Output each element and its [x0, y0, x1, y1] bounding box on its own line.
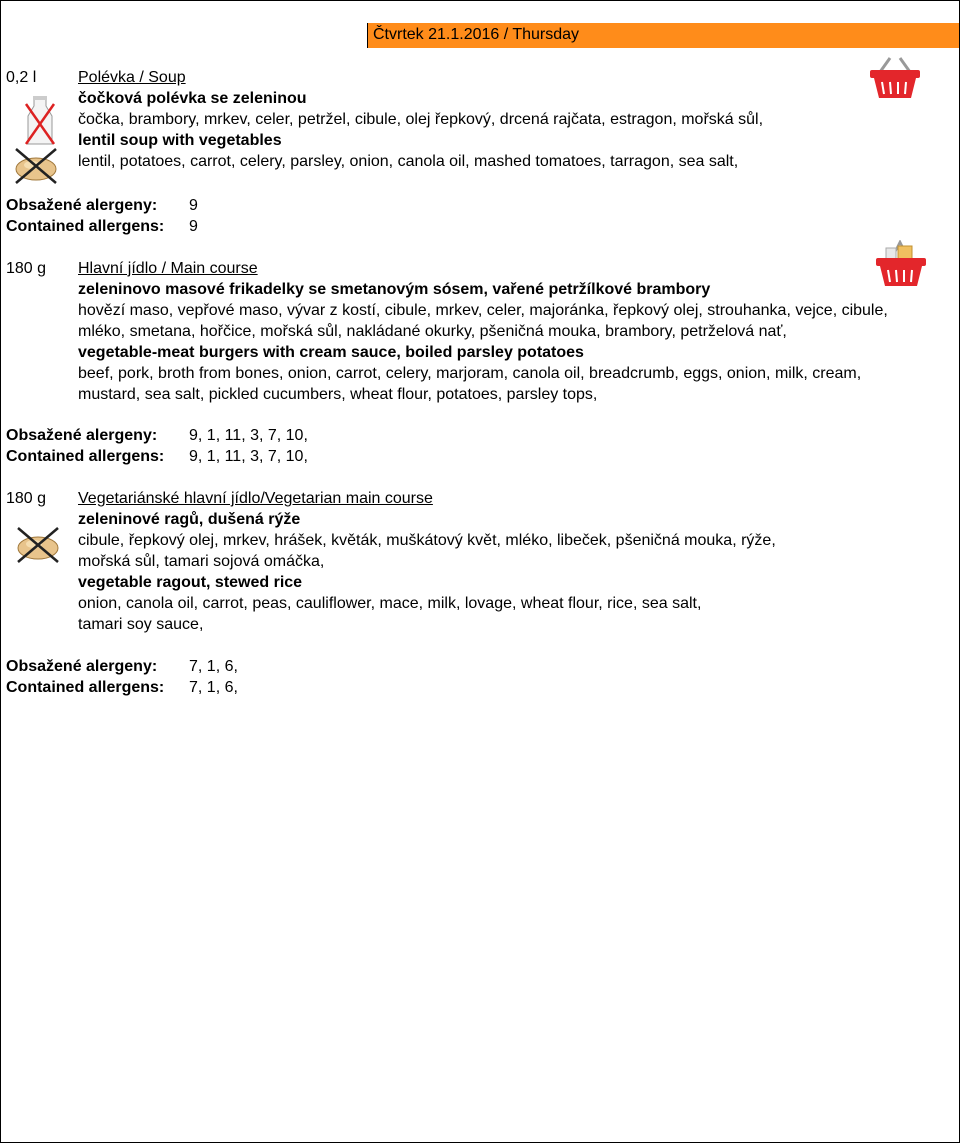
soup-allergens-cz-label: Obsažené alergeny: [6, 197, 158, 214]
main-ingredients-en-1: beef, pork, broth from bones, onion, carrot, celery, marjoram, canola oil, breadcrumb, eggs, onion, milk, cream, [78, 365, 862, 382]
veg-category: Vegetariánské hlavní jídlo/Vegetarian main course [78, 490, 433, 507]
main-allergens-cz-label: Obsažené alergeny: [6, 427, 158, 444]
soup-allergens-en-value: 9 [189, 218, 198, 235]
veg-allergens-cz-value: 7, 1, 6, [189, 658, 238, 675]
soup-ingredients-en: lentil, potatoes, carrot, celery, parsley, onion, canola oil, mashed tomatoes, tarragon, sea salt, [78, 153, 739, 170]
basket-icon[interactable] [866, 56, 924, 102]
main-quantity: 180 g [6, 260, 47, 277]
soup-name-cz: čočková polévka se zeleninou [78, 90, 307, 107]
main-ingredients-cz-2: mléko, smetana, hořčice, mořská sůl, nakládané okurky, pšeničná mouka, brambory, petrželová nať, [78, 323, 787, 340]
veg-ingredients-cz-1: cibule, řepkový olej, mrkev, hrášek, květák, muškátový květ, mléko, libeček, pšeničná mouka, rýže, [78, 532, 776, 549]
main-allergens-en-label: Contained allergens: [6, 448, 165, 465]
no-milk-icon [20, 96, 60, 148]
main-allergens-en-value: 9, 1, 11, 3, 7, 10, [189, 448, 308, 465]
soup-allergens-en-label: Contained allergens: [6, 218, 165, 235]
veg-allergens-cz-label: Obsažené alergeny: [6, 658, 158, 675]
no-gluten-icon [10, 145, 62, 187]
date-text: Čtvrtek 21.1.2016 / Thursday [373, 26, 580, 43]
soup-category: Polévka / Soup [78, 69, 186, 86]
main-ingredients-en-2: mustard, sea salt, pickled cucumbers, wheat flour, potatoes, parsley tops, [78, 386, 598, 403]
veg-name-cz: zeleninové ragů, dušená rýže [78, 511, 301, 528]
soup-name-en: lentil soup with vegetables [78, 132, 282, 149]
veg-quantity: 180 g [6, 490, 47, 507]
main-category: Hlavní jídlo / Main course [78, 260, 258, 277]
soup-allergens-cz-value: 9 [189, 197, 198, 214]
full-basket-icon[interactable] [874, 240, 928, 290]
veg-ingredients-cz-2: mořská sůl, tamari sojová omáčka, [78, 553, 325, 570]
veg-allergens-en-label: Contained allergens: [6, 679, 165, 696]
veg-name-en: vegetable ragout, stewed rice [78, 574, 303, 591]
no-gluten-icon [12, 524, 64, 566]
main-allergens-cz-value: 9, 1, 11, 3, 7, 10, [189, 427, 308, 444]
main-ingredients-cz-1: hovězí maso, vepřové maso, vývar z kostí, cibule, mrkev, celer, majoránka, řepkový olej, strouhanka, vejce, cibule, [78, 302, 888, 319]
soup-quantity: 0,2 l [6, 69, 37, 86]
main-name-cz: zeleninovo masové frikadelky se smetanovým sósem, vařené petržílkové brambory [78, 281, 711, 298]
soup-ingredients-cz: čočka, brambory, mrkev, celer, petržel, cibule, olej řepkový, drcená rajčata, estragon, mořská sůl, [78, 111, 764, 128]
veg-ingredients-en-1: onion, canola oil, carrot, peas, cauliflower, mace, milk, lovage, wheat flour, rice, sea salt, [78, 595, 702, 612]
date-header [367, 23, 959, 48]
veg-allergens-en-value: 7, 1, 6, [189, 679, 238, 696]
veg-ingredients-en-2: tamari soy sauce, [78, 616, 204, 633]
main-name-en: vegetable-meat burgers with cream sauce, boiled parsley potatoes [78, 344, 584, 361]
